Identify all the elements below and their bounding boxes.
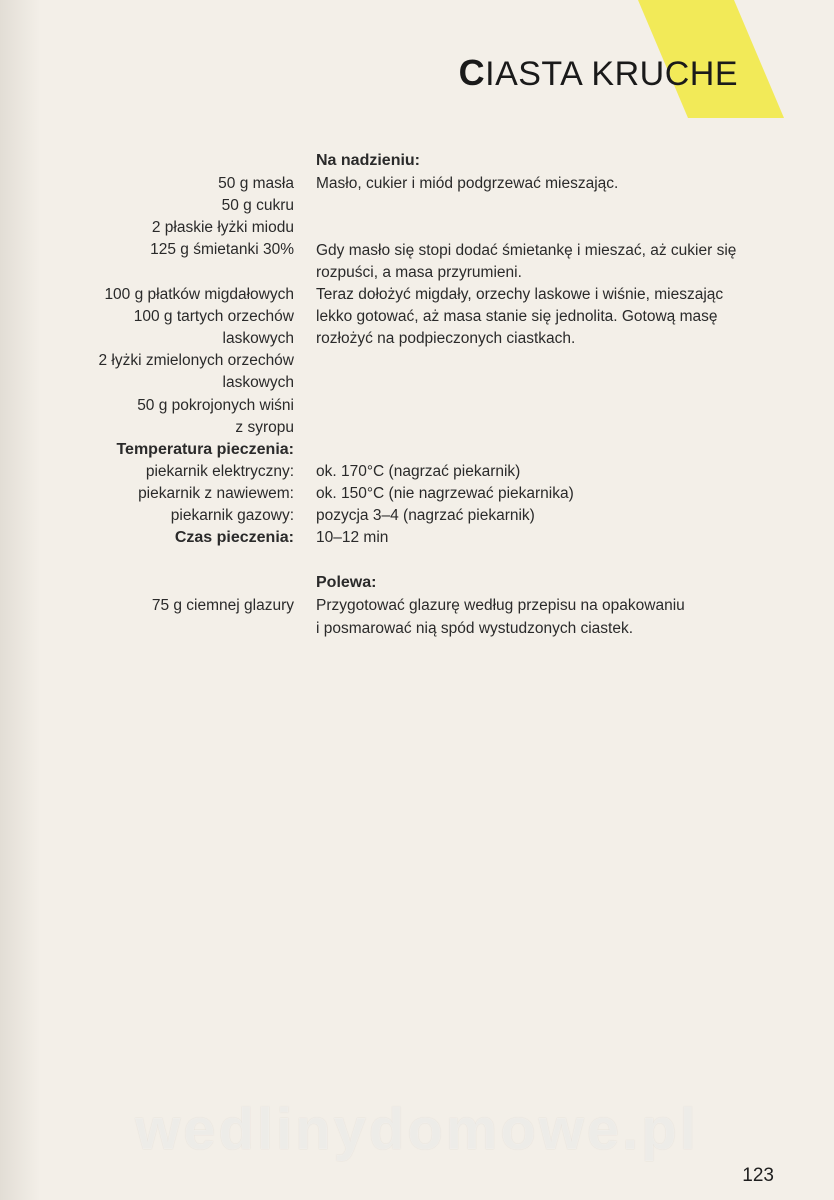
ingredient-item: 2 płaskie łyżki miodu <box>151 219 294 236</box>
watermark: wedlinydomowe.pl <box>135 1097 699 1162</box>
instruction-line: lekko gotować, aż masa stanie się jednolita. Gotową masę <box>316 308 718 325</box>
ingredient-item: laskowych <box>222 374 294 391</box>
instruction-line: rozpuści, a masa przyrumieni. <box>316 264 522 281</box>
oven-value: ok. 170°C (nagrzać piekarnik) <box>316 463 521 480</box>
ingredient-item: 2 łyżki zmielonych orzechów <box>98 352 294 369</box>
ingredient-item: 50 g pokrojonych wiśni <box>137 397 294 414</box>
instruction-line: rozłożyć na podpieczonych ciastkach. <box>316 330 576 347</box>
ingredient-item: 50 g cukru <box>221 197 294 214</box>
oven-label: piekarnik elektryczny: <box>145 463 294 480</box>
page-title: CIASTA KRUCHE <box>458 52 738 93</box>
oven-label: piekarnik z nawiewem: <box>138 485 294 502</box>
ingredient-item: 50 g masła <box>218 175 294 192</box>
filling-heading: Na nadzieniu: <box>316 152 421 169</box>
oven-value: ok. 150°C (nie nagrzewać piekarnika) <box>316 485 574 502</box>
ingredient-item: z syropu <box>235 419 294 436</box>
instruction-line: Gdy masło się stopi dodać śmietankę i mieszać, aż cukier się <box>316 242 737 259</box>
ingredient-item: laskowych <box>222 330 294 347</box>
baking-time-label: Czas pieczenia: <box>174 529 294 546</box>
oven-value: pozycja 3–4 (nagrzać piekarnik) <box>316 507 535 524</box>
ingredient-item: 100 g płatków migdałowych <box>104 286 294 303</box>
instruction-line: i posmarować nią spód wystudzonych ciastek. <box>316 620 634 637</box>
instruction-line: Teraz dołożyć migdały, orzechy laskowe i wiśnie, mieszając <box>316 286 724 303</box>
instruction-line: Przygotować glazurę według przepisu na opakowaniu <box>316 597 685 614</box>
oven-label: piekarnik gazowy: <box>170 507 294 524</box>
ingredient-item: 125 g śmietanki 30% <box>150 241 294 258</box>
baking-time-value: 10–12 min <box>316 529 389 546</box>
page-shadow <box>0 0 40 1200</box>
temperature-heading: Temperatura pieczenia: <box>116 441 294 458</box>
instruction-line: Masło, cukier i miód podgrzewać mieszając. <box>316 175 619 192</box>
ingredient-item: 100 g tartych orzechów <box>133 308 294 325</box>
glaze-heading: Polewa: <box>316 574 377 591</box>
glaze-ingredient: 75 g ciemnej glazury <box>151 597 294 614</box>
page-number: 123 <box>742 1165 774 1186</box>
